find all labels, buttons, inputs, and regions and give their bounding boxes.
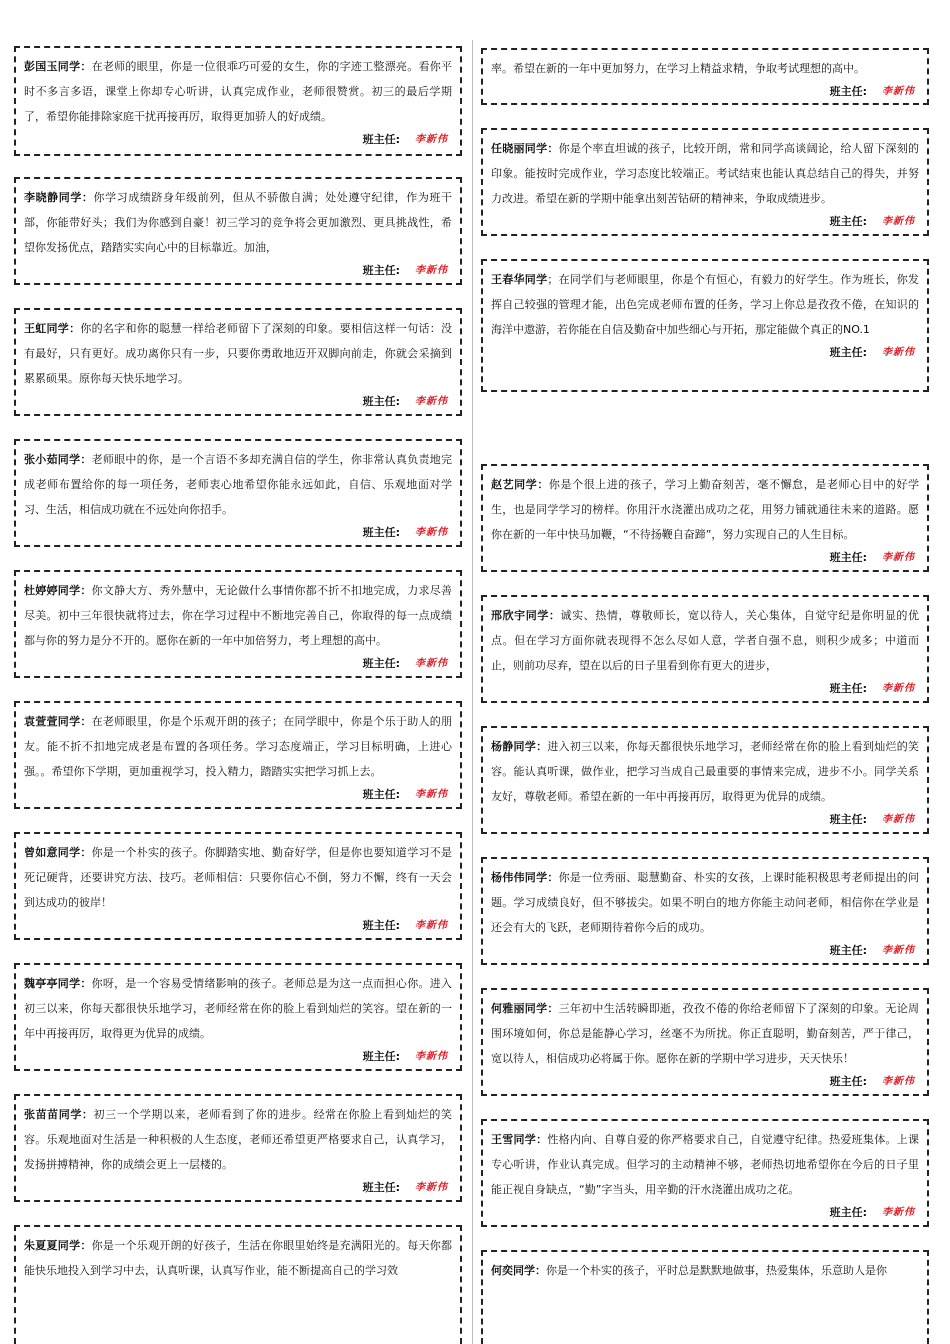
student-name: 曾如意同学：	[24, 846, 92, 859]
sign-label: 班主任:	[829, 813, 867, 826]
teacher-signature: 李新伟	[882, 86, 915, 97]
student-name: 邢欣宇同学：	[491, 609, 561, 622]
student-name: 彭国玉同学：	[24, 60, 92, 73]
comment-card	[14, 570, 462, 678]
comment-card	[14, 46, 462, 156]
comment-card	[481, 1250, 929, 1344]
comment-text: ；在同学们与老师眼里，你是个有恒心，有毅力的好学生。作为班长，你发挥自己较强的管理才能，出色完成老师布置的任务，学习上你总是孜孜不倦，在知识的海洋中遨游，若你能在自信及勤奋中加些细心与开拓，那定能做个真正的NO.1	[491, 273, 920, 336]
comment-card	[14, 963, 462, 1071]
comment-card	[481, 857, 929, 965]
comment-card	[481, 1119, 929, 1227]
comment-text: 三年初中生活转瞬即逝，孜孜不倦的你给老师留下了深刻的印象。无论周围环境如何，你总是能静心学习，丝毫不为所扰。你正直聪明，勤奋刻苦，严于律己，宽以待人，相信成功必将属于你。愿你在新的学期中学习进步，天天快乐！	[491, 1002, 920, 1065]
teacher-signature: 李新伟	[415, 920, 448, 931]
comment-text: 你是一个朴实的孩子，平时总是默默地做事，热爱集体，乐意助人是你	[546, 1264, 887, 1277]
sign-label: 班主任:	[362, 264, 400, 277]
teacher-signature: 李新伟	[882, 814, 915, 825]
comment-card	[14, 439, 462, 547]
comment-text: 你是一个朴实的孩子。你脚踏实地、勤奋好学，但是你也要知道学习不是死记硬背，还要讲究方法、技巧。老师相信：只要你信心不倒，努力不懈，终有一天会到达成功的彼岸！	[24, 846, 453, 909]
teacher-signature: 李新伟	[415, 658, 448, 669]
student-name: 张小茹同学：	[24, 453, 92, 466]
comment-text: 在老师的眼里，你是一位很乖巧可爱的女生，你的字迹工整漂亮。看你平时不多言多语，课堂上你却专心听讲，认真完成作业，老师很赞赏。初三的最后学期了，希望你能排除家庭干扰再接再厉，取得更加骄人的好成绩。	[24, 60, 453, 123]
student-name: 张苗苗同学：	[24, 1108, 94, 1121]
teacher-signature: 李新伟	[415, 527, 448, 538]
sign-label: 班主任:	[362, 919, 400, 932]
comment-text: 你是一位秀丽、聪慧勤奋、朴实的女孩，上课时能积极思考老师提出的问题。学习成绩良好，但不够拔尖。如果不明白的地方你能主动问老师，相信你在学业是还会有大的飞跃，老师期待着你今后的成功。	[491, 871, 920, 934]
sign-label: 班主任:	[829, 682, 867, 695]
column-divider	[472, 40, 473, 1344]
sign-label: 班主任:	[362, 788, 400, 801]
teacher-signature: 李新伟	[415, 789, 448, 800]
sign-label: 班主任:	[829, 1075, 867, 1088]
student-name: 袁萱萱同学：	[24, 715, 92, 728]
student-name: 杨伟伟同学：	[491, 871, 559, 884]
comment-text: 你文静大方、秀外慧中，无论做什么事情你都不折不扣地完成，力求尽善尽美。初中三年很快就将过去，你在学习过程中不断地完善自己，你取得的每一点成绩都与你的努力是分不开的。愿你在新的一年中加倍努力，考上理想的高中。	[24, 584, 453, 647]
teacher-signature: 李新伟	[882, 1207, 915, 1218]
teacher-signature: 李新伟	[882, 552, 915, 563]
teacher-signature: 李新伟	[882, 945, 915, 956]
comment-text: 诚实、热情，尊敬师长，宽以待人，关心集体，自觉守纪是你明显的优点。但在学习方面你就表现得不怎么尽如人意，学者自强不息，则积少成多；中道而止，则前功尽弃，望在以后的日子里看到你有更大的进步，	[491, 609, 919, 672]
comment-text: 性格内向、自尊自爱的你严格要求自己，自觉遵守纪律。热爱班集体。上课专心听讲，作业认真完成。但学习的主动精神不够，老师热切地希望你在今后的日子里能正视自身缺点，“勤”字当头，用辛勤的汗水浇灌出成功之花。	[491, 1133, 920, 1196]
student-name: 朱夏夏同学：	[24, 1239, 92, 1252]
student-name: 赵艺同学：	[491, 478, 549, 491]
student-name: 何雅丽同学：	[491, 1002, 559, 1015]
sign-label: 班主任:	[829, 1206, 867, 1219]
sign-label: 班主任:	[362, 133, 400, 146]
comment-text: 你学习成绩跻身年级前列，但从不骄傲自满；处处遵守纪律，作为班干部，你能带好头；我们为你感到自豪！初三学习的竞争将会更加激烈、更具挑战性，希望你发扬优点，踏踏实实向心中的目标靠近。加油，	[24, 191, 452, 254]
comment-text: 你的名字和你的聪慧一样给老师留下了深刻的印象。要相信这样一句话：没有最好，只有更好。成功离你只有一步，只要你勇敢地迈开双脚向前走，你就会采摘到累累硕果。原你每天快乐地学习。	[24, 322, 453, 385]
student-name: 魏亭亭同学：	[24, 977, 92, 990]
comment-card	[481, 128, 929, 236]
teacher-signature: 李新伟	[882, 1076, 915, 1087]
sign-label: 班主任:	[829, 551, 867, 564]
teacher-signature: 李新伟	[415, 1051, 448, 1062]
student-name: 杨静同学：	[491, 740, 548, 753]
comment-card	[481, 48, 929, 105]
teacher-signature: 李新伟	[882, 216, 915, 227]
comment-card	[14, 1225, 462, 1344]
student-name: 李晓静同学：	[24, 191, 94, 204]
comment-card	[14, 177, 462, 285]
teacher-signature: 李新伟	[415, 396, 448, 407]
student-name: 王春华同学	[491, 273, 548, 286]
sign-label: 班主任:	[362, 1050, 400, 1063]
sign-label: 班主任:	[829, 944, 867, 957]
student-name: 王雪同学：	[491, 1133, 548, 1146]
comment-card	[481, 726, 929, 834]
sign-label: 班主任:	[362, 1181, 400, 1194]
sign-label: 班主任:	[362, 395, 400, 408]
comment-text: 老师眼中的你，是一个言语不多却充满自信的学生，你非常认真负责地完成老师布置给你的每一项任务，老师衷心地希望你能永远如此，自信、乐观地面对学习、生活，相信成功就在不远处向你招手。	[24, 453, 453, 516]
comment-card	[481, 464, 929, 572]
comment-card	[14, 308, 462, 416]
comment-card	[14, 701, 462, 809]
comment-text: 初三一个学期以来，老师看到了你的进步。经常在你脸上看到灿烂的笑容。乐观地面对生活是一种积极的人生态度，老师还希望更严格要求自己，认真学习，发扬拼搏精神，你的成绩会更上一层楼的。	[24, 1108, 452, 1171]
teacher-signature: 李新伟	[882, 347, 915, 358]
sign-label: 班主任:	[829, 85, 867, 98]
teacher-signature: 李新伟	[415, 134, 448, 145]
sign-label: 班主任:	[829, 346, 867, 359]
comment-text: 你是个率直坦诚的孩子，比较开朗，常和同学高谈阔论，给人留下深刻的印象。能按时完成作业，学习态度比较端正。考试结束也能认真总结自己的得失，并努力改进。希望在新的学期中能拿出刻苦钻研的精神来，争取成绩进步。	[491, 142, 920, 205]
comment-card	[481, 595, 929, 703]
comment-card	[481, 259, 929, 392]
comment-card	[14, 1094, 462, 1202]
sign-label: 班主任:	[362, 526, 400, 539]
comment-text: 你是一个乐观开朗的好孩子，生活在你眼里始终是充满阳光的。每天你都能快乐地投入到学习中去，认真听课，认真写作业，能不断提高自己的学习效	[24, 1239, 453, 1277]
comment-card	[481, 988, 929, 1096]
teacher-signature: 李新伟	[415, 265, 448, 276]
comment-text: 你呀，是一个容易受情绪影响的孩子。老师总是为这一点而担心你。进入初三以来，你每天都很快乐地学习，老师经常在你的脸上看到灿烂的笑容。望在新的一年中再接再厉，取得更为优异的成绩。	[24, 977, 453, 1040]
comment-text: 进入初三以来，你每天都很快乐地学习，老师经常在你的脸上看到灿烂的笑容。能认真听课，做作业，把学习当成自己最重要的事情来完成，进步不小。同学关系友好，尊敬老师。希望在新的一年中再接再厉，取得更为优异的成绩。	[491, 740, 920, 803]
teacher-signature: 李新伟	[415, 1182, 448, 1193]
student-name: 何奕同学：	[491, 1264, 546, 1277]
comment-card	[14, 832, 462, 940]
sign-label: 班主任:	[362, 657, 400, 670]
teacher-signature: 李新伟	[882, 683, 915, 694]
comment-text: 在老师眼里，你是个乐观开朗的孩子；在同学眼中，你是个乐于助人的朋友。能不折不扣地完成老是布置的各项任务。学习态度端正，学习目标明确，上进心强。。希望你下学期，更加重视学习，投入精力，踏踏实实把学习抓上去。	[24, 715, 453, 778]
student-name: 杜婷婷同学：	[24, 584, 92, 597]
student-name: 王虹同学：	[24, 322, 81, 335]
sign-label: 班主任:	[829, 215, 867, 228]
comment-text: 率。希望在新的一年中更加努力，在学习上精益求精，争取考试理想的高中。	[491, 62, 865, 75]
student-name: 任晓丽同学：	[491, 142, 559, 155]
comment-text: 你是个很上进的孩子，学习上勤奋刻苦，毫不懈怠，是老师心目中的好学生，也是同学学习的榜样。你用汗水浇灌出成功之花，用努力铺就通往未来的道路。愿你在新的一年中快马加鞭，“不待扬鞭自奋蹄”，努力实现自己的人生目标。	[491, 478, 920, 541]
